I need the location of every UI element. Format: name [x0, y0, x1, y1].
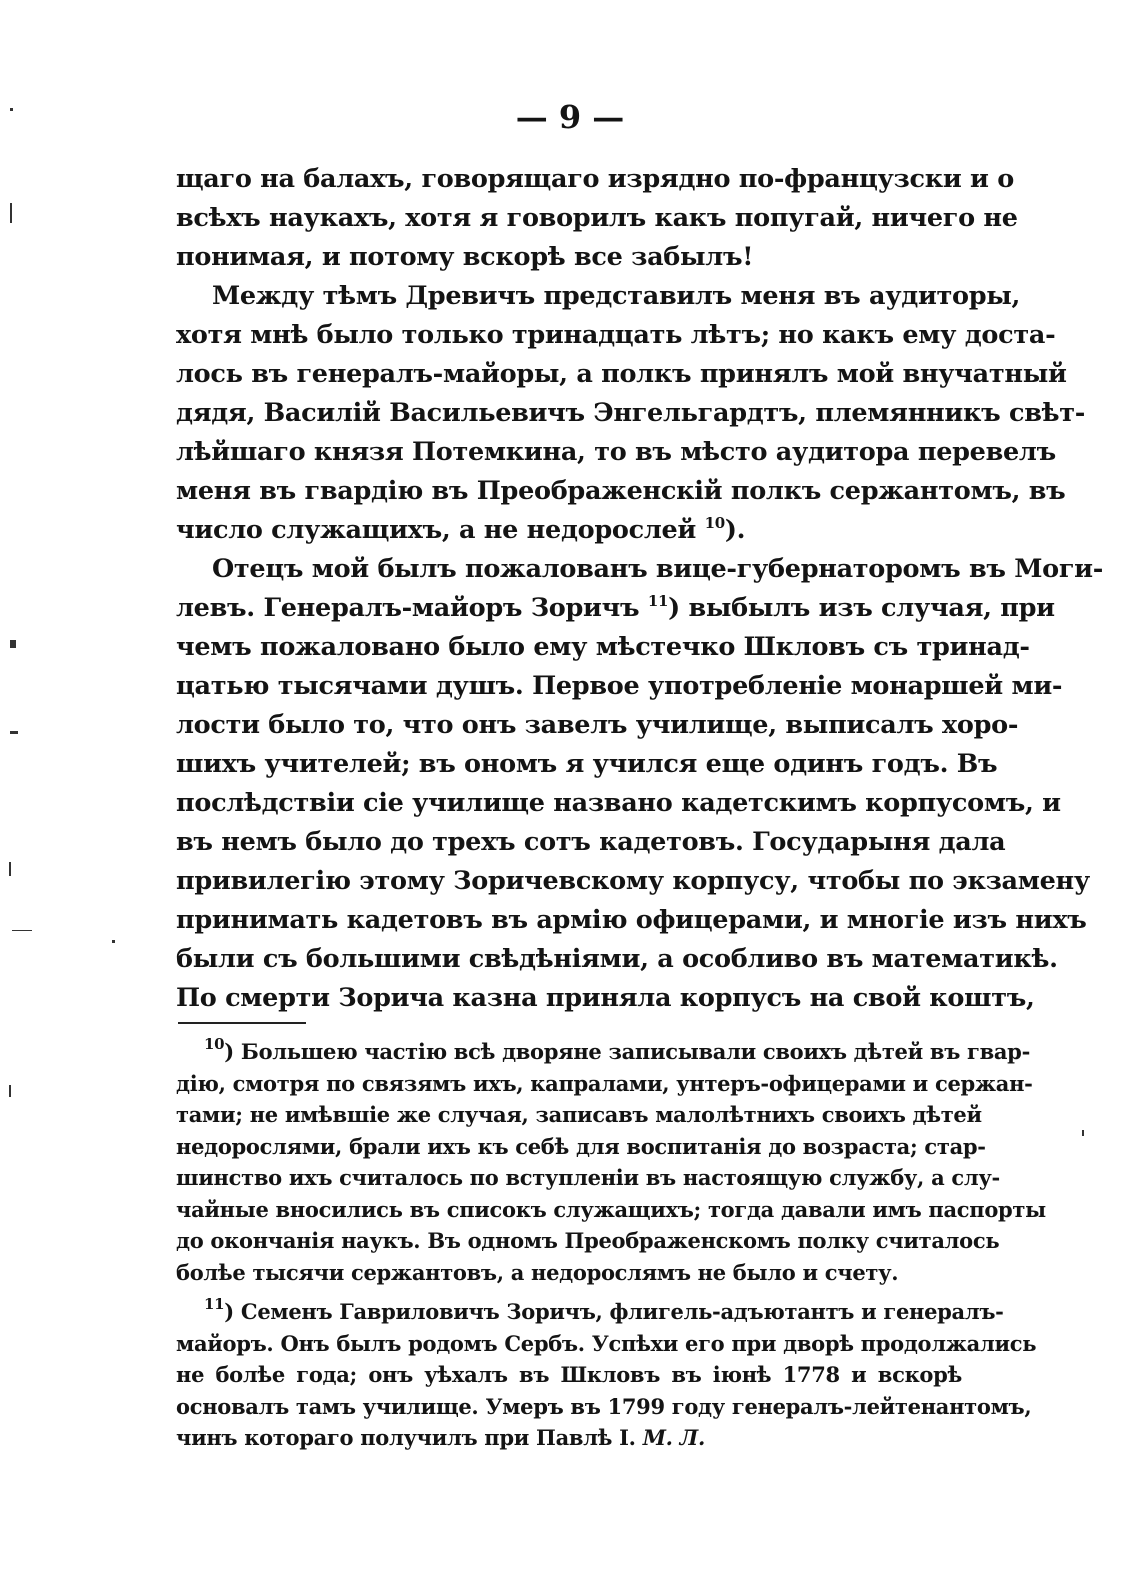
scan-speck — [12, 930, 32, 931]
text-fragment: левъ. Генералъ-майоръ Зоричъ — [176, 593, 648, 623]
text-line — [176, 589, 1055, 628]
footnote-11-line: основалъ тамъ училище. Умеръ въ 1799 году генералъ-лейтенантомъ, — [176, 1393, 1032, 1419]
text-line: дядя, Василій Васильевичъ Энгельгардтъ, племянникъ свѣт- — [176, 398, 1086, 428]
text-line: понимая, и потому вскорѣ все забылъ! — [176, 242, 754, 272]
text-line: въ немъ было до трехъ сотъ кадетовъ. Государыня дала — [176, 827, 1006, 857]
footnote-marker-10: 10 — [204, 1035, 225, 1053]
text-fragment: ) Семенъ Гавриловичъ Зоричъ, флигель-адъютантъ и генералъ- — [224, 1299, 1004, 1324]
footnote-gap — [176, 1288, 962, 1296]
footnote-11-line — [176, 1295, 1004, 1328]
text-line: лости было то, что онъ завелъ училище, выписалъ хоро- — [176, 710, 1019, 740]
signature-initials: М. Л. — [642, 1425, 705, 1450]
text-fragment: чинъ котораго получилъ при Павлѣ I. — [176, 1425, 643, 1450]
page-number-text: — 9 — — [515, 98, 625, 136]
scan-speck — [10, 731, 18, 734]
main-text-block — [176, 160, 1104, 1018]
text-line: цатью тысячами душъ. Первое употребленіе монаршей ми- — [176, 671, 1063, 701]
footnote-10-line: до окончанія наукъ. Въ одномъ Преображенскомъ полку считалось — [176, 1228, 1000, 1253]
footnote-10-line: шинство ихъ считалось по вступленіи въ настоящую службу, а слу- — [176, 1165, 1000, 1190]
text-line: привилегію этому Зоричевскому корпусу, чтобы по экзамену — [176, 866, 1090, 896]
footnote-10-line: тами; не имѣвшіе же случая, записавъ малолѣтнихъ своихъ дѣтей — [176, 1102, 982, 1127]
text-line: лѣйшаго князя Потемкина, то въ мѣсто аудитора перевелъ — [176, 437, 1056, 467]
text-line: чемъ пожаловано было ему мѣстечко Шкловъ съ тринад- — [176, 632, 1030, 662]
text-line: Между тѣмъ Древичъ представилъ меня въ аудиторы, — [212, 281, 1021, 311]
scan-speck — [10, 108, 13, 111]
footnotes-block — [176, 1035, 1046, 1454]
scan-speck — [1082, 1130, 1084, 1136]
text-line: были съ большими свѣдѣніями, а особливо въ математикѣ. — [176, 944, 1058, 974]
text-fragment: ) выбылъ изъ случая, при — [668, 593, 1055, 623]
scan-speck — [112, 940, 115, 943]
text-line: принимать кадетовъ въ армію офицерами, и многіе изъ нихъ — [176, 905, 1087, 935]
scan-speck — [10, 640, 16, 648]
footnote-11-line: не болѣе года; онъ уѣхалъ въ Шкловъ въ іюнѣ 1778 и вскорѣ — [176, 1362, 962, 1387]
footnote-ref-10: 10 — [704, 514, 725, 532]
text-fragment: ). — [724, 515, 746, 545]
footnote-10-line — [176, 1035, 1030, 1068]
scan-speck — [10, 203, 12, 223]
footnote-11-line: майоръ. Онъ былъ родомъ Сербъ. Успѣхи его при дворѣ продолжались — [176, 1330, 1037, 1356]
text-line — [176, 511, 962, 550]
footnote-marker-11: 11 — [204, 1295, 225, 1313]
text-line: послѣдствіи сіе училище названо кадетскимъ корпусомъ, и — [176, 788, 1061, 818]
footnote-10-line: болѣе тысячи сержантовъ, а недорослямъ не было и счету. — [176, 1259, 899, 1285]
text-line: щаго на балахъ, говорящаго изрядно по-французски и о — [176, 164, 1014, 194]
footnote-10-line: чайные вносились въ списокъ служащихъ; тогда давали имъ паспорты — [176, 1196, 1046, 1222]
footnote-10-line: недорослями, брали ихъ къ себѣ для воспитанія до возраста; стар- — [176, 1133, 986, 1159]
text-line: Отецъ мой былъ пожалованъ вице-губернаторомъ въ Моги- — [212, 554, 1104, 584]
text-fragment: число служащихъ, а не недорослей — [176, 515, 705, 545]
page-number — [0, 98, 1140, 136]
text-line: хотя мнѣ было только тринадцать лѣтъ; но какъ ему доста- — [176, 320, 1056, 350]
scan-speck — [9, 1085, 11, 1097]
text-line: По смерти Зорича казна приняла корпусъ на свой коштъ, — [176, 983, 1035, 1013]
text-line: шихъ учителей; въ ономъ я учился еще одинъ годъ. Въ — [176, 749, 998, 779]
text-line: меня въ гвардію въ Преображенскій полкъ сержантомъ, въ — [176, 476, 1066, 506]
footnote-11-line — [176, 1422, 962, 1454]
scan-speck — [9, 862, 11, 876]
footnote-10-line: дію, смотря по связямъ ихъ, капралами, унтеръ-офицерами и сержан- — [176, 1070, 1033, 1096]
footnote-divider — [178, 1022, 306, 1024]
text-line: лось въ генералъ-майоры, а полкъ принялъ мой внучатный — [176, 359, 1067, 389]
footnote-ref-11: 11 — [647, 592, 669, 610]
text-line: всѣхъ наукахъ, хотя я говорилъ какъ попугай, ничего не — [176, 203, 1018, 233]
text-fragment: ) Большею частію всѣ дворяне записывали своихъ дѣтей въ гвар- — [224, 1039, 1030, 1064]
